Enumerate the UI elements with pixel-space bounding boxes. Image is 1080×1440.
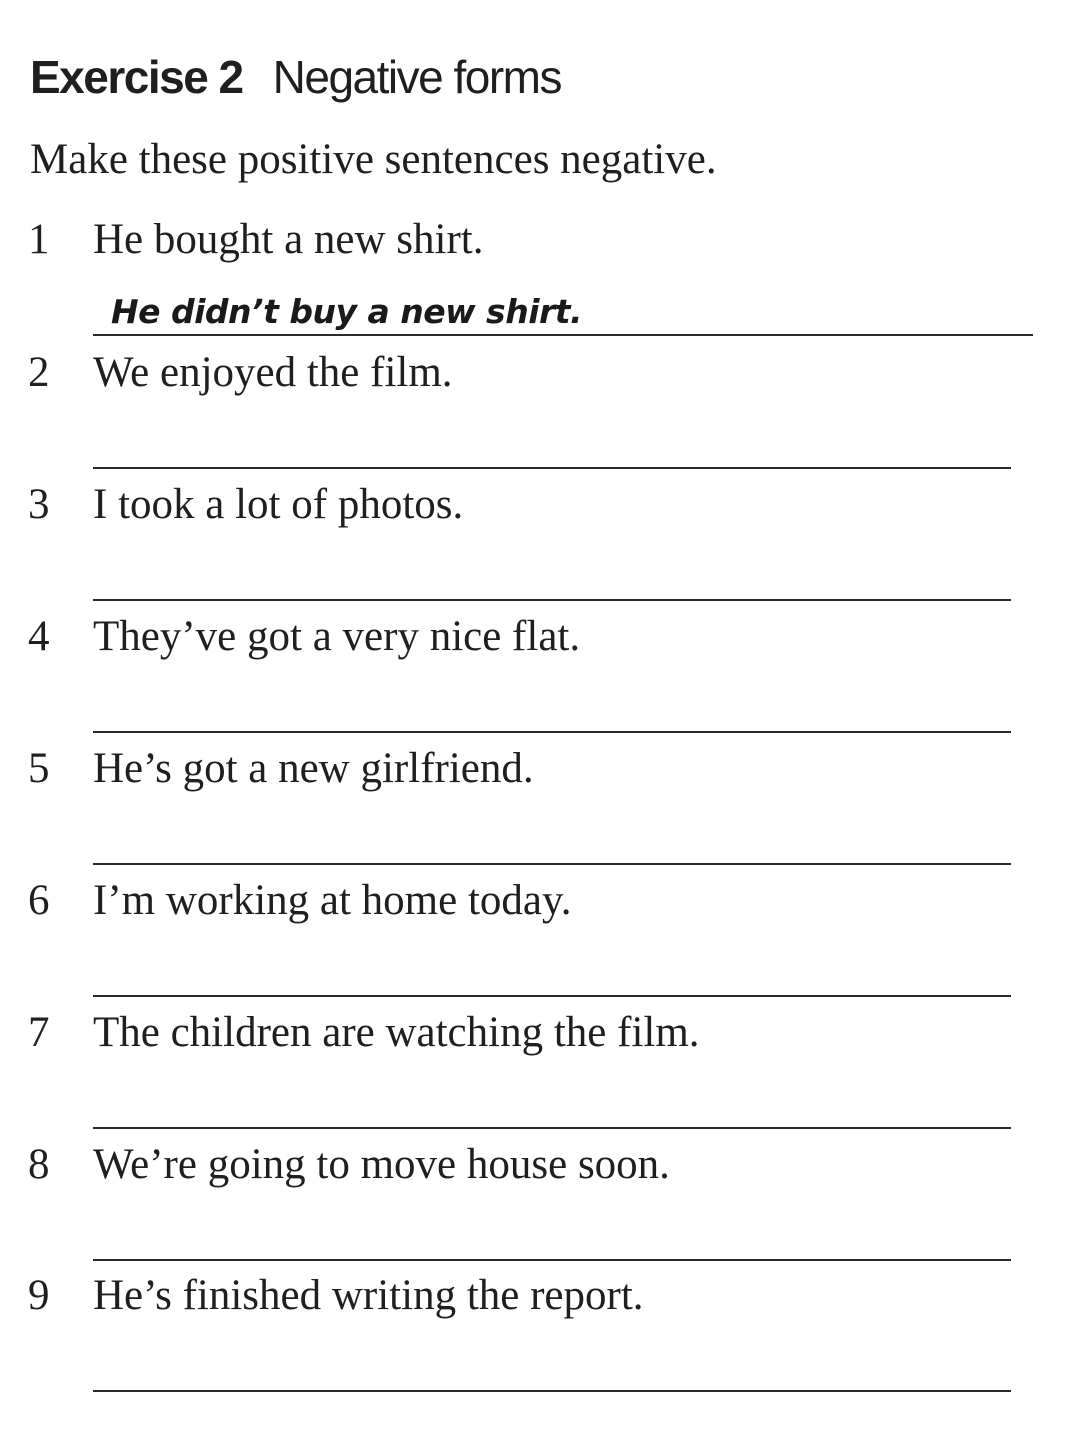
- item-sentence: We’re going to move house soon.: [93, 1141, 670, 1188]
- item-number: 1: [28, 216, 50, 263]
- answer-line[interactable]: [93, 427, 1011, 469]
- exercise-label: Exercise 2: [30, 51, 243, 103]
- item-number: 2: [28, 349, 50, 396]
- answer-line[interactable]: [93, 1350, 1011, 1392]
- exercise-instruction: Make these positive sentences negative.: [30, 136, 717, 183]
- item-sentence: He bought a new shirt.: [93, 216, 484, 263]
- item-sentence: They’ve got a very nice flat.: [93, 613, 581, 660]
- item-number: 5: [28, 745, 50, 792]
- exercise-item-3: [0, 477, 1080, 609]
- answer-line[interactable]: [93, 955, 1011, 997]
- item-number: 7: [28, 1009, 50, 1056]
- item-number: 4: [28, 613, 50, 660]
- item-sentence: He’s finished writing the report.: [93, 1272, 644, 1319]
- exercise-item-5: [0, 741, 1080, 873]
- exercise-item-1: [0, 212, 1080, 344]
- exercise-item-4: [0, 609, 1080, 741]
- answer-line[interactable]: [93, 691, 1011, 733]
- exercise-title: Negative forms: [272, 51, 561, 103]
- item-sentence: I took a lot of photos.: [93, 481, 464, 528]
- answer-line[interactable]: [93, 559, 1011, 601]
- item-number: 3: [28, 481, 50, 528]
- exercise-item-9: [0, 1268, 1080, 1400]
- answer-line[interactable]: [93, 294, 1033, 336]
- exercise-item-6: [0, 873, 1080, 1005]
- item-number: 9: [28, 1272, 50, 1319]
- item-number: 8: [28, 1141, 50, 1188]
- item-sentence: He’s got a new girlfriend.: [93, 745, 534, 792]
- item-number: 6: [28, 877, 50, 924]
- answer-text: He didn’t buy a new shirt.: [111, 292, 583, 331]
- item-sentence: We enjoyed the film.: [93, 349, 453, 396]
- exercise-item-2: [0, 345, 1080, 477]
- item-sentence: I’m working at home today.: [93, 877, 572, 924]
- answer-line[interactable]: [93, 1219, 1011, 1261]
- exercise-item-8: [0, 1137, 1080, 1269]
- item-sentence: The children are watching the film.: [93, 1009, 700, 1056]
- answer-line[interactable]: [93, 1087, 1011, 1129]
- exercise-heading: [30, 44, 561, 110]
- exercise-item-7: [0, 1005, 1080, 1137]
- answer-line[interactable]: [93, 823, 1011, 865]
